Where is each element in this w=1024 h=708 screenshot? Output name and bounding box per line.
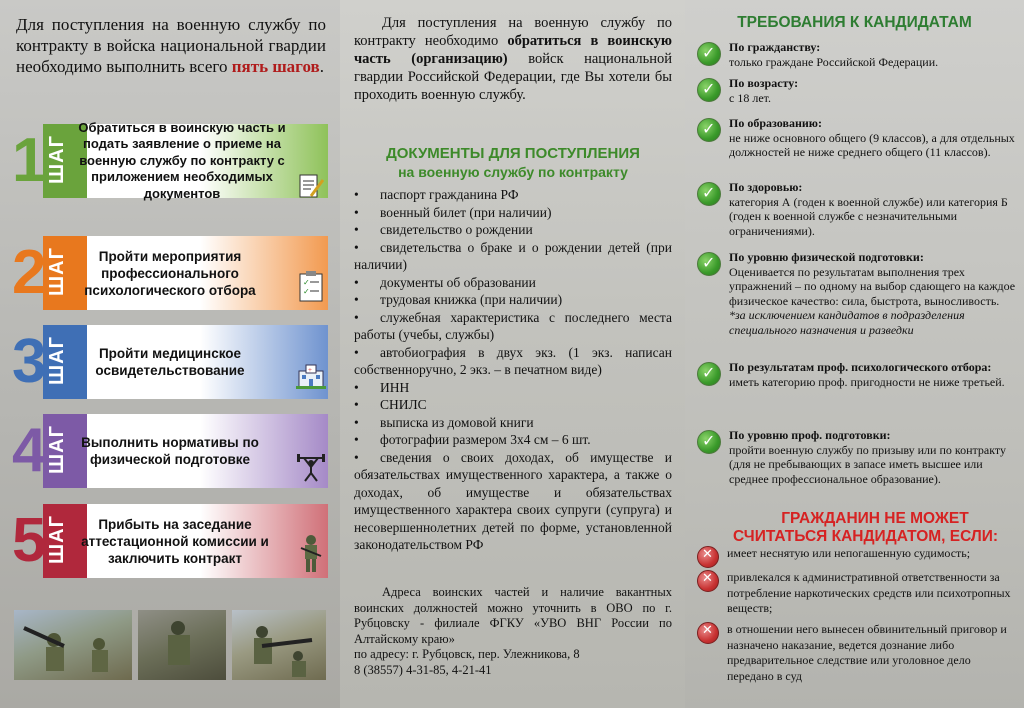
document-item: • документы об образовании [354,274,672,292]
step-5-text: Прибыть на заседание аттестационной комиссии и заключить контракт [81,516,269,566]
exclusions-heading: ГРАЖДАНИН НЕ МОЖЕТ СЧИТАТЬСЯ КАНДИДАТОМ, ЕСЛИ: [733,510,999,545]
exclusion-text: имеет неснятую или непогашенную судимость; [727,546,971,560]
requirements-column [685,0,1024,708]
documents-heading: ДОКУМЕНТЫ ДЛЯ ПОСТУПЛЕНИЯ на военную службу по контракту [386,145,640,180]
cross-icon [697,546,719,568]
step-4 [10,414,330,488]
exclusion-text: привлекался к административной ответственности за потребление наркотических средств или психотропных веществ; [727,570,1011,615]
checkmark-icon [697,42,721,66]
checkmark-icon [697,430,721,454]
step-2-number: 2 [12,238,47,307]
document-item: • выписка из домовой книги [354,414,672,432]
document-item: • ИНН [354,379,672,397]
requirement-title: По результатам проф. психологического отбора: [729,360,992,374]
step-3-label: ШАГ [45,336,68,385]
step-2-text: Пройти мероприятия профессионального психологического отбора [84,248,256,298]
col2-intro-bold: обратиться в воинскую часть (организацию) [354,33,672,67]
soldier-icon [296,534,326,570]
step-5-number: 5 [12,506,47,575]
step-5-label: ШАГ [45,515,68,564]
document-item: • фотографии размером 3х4 см – 6 шт. [354,431,672,449]
requirements-heading: ТРЕБОВАНИЯ К КАНДИДАТАМ [737,14,972,31]
document-pen-icon [296,172,326,208]
checklist-icon [296,270,326,306]
requirement-note: *за исключением кандидатов в подразделения специального назначения и разведки [729,308,965,337]
requirement-title: По возрасту: [729,76,799,90]
checkmark-icon [697,78,721,102]
document-item: • трудовая книжка (при наличии) [354,291,672,309]
hospital-icon [296,363,326,399]
documents-column [340,0,685,708]
intro-text: Для поступления на военную службу по контракту в войска национальной гвардии необходимо выполнить всего пять шагов. [16,15,326,76]
photo-strip [14,610,326,680]
step-2-label: ШАГ [45,247,68,296]
document-item: • СНИЛС [354,396,672,414]
requirement-text: только граждане Российской Федерации. [729,54,939,69]
requirement-text: пройти военную службу по призыву или по контракту (для не пребывающих в запасе иметь высшее или среднее профессиональное образование). [729,442,1007,486]
checkmark-icon [697,252,721,276]
checkmark-icon [697,118,721,142]
requirement-text: иметь категорию проф. пригодности не ниже третьей. [729,374,1005,389]
requirement-title: По образованию: [729,116,822,130]
requirement-title: По уровню проф. подготовки: [729,428,891,442]
col2-intro: Для поступления на военную службу по контракту необходимо обратиться в воинскую часть (организацию) войск национальной гвардии Российской Федерации, где Вы хотели бы проходить военную службу. [354,15,672,103]
soldiers-photo-1 [14,610,132,680]
step-1-number: 1 [12,126,47,195]
step-4-label: ШАГ [45,425,68,474]
document-item: • паспорт гражданина РФ [354,186,672,204]
document-item: • автобиография в двух экз. (1 экз. написан собственноручно, 2 экз. – в печатном виде) [354,344,672,379]
step-3 [10,325,330,399]
document-item: • военный билет (при наличии) [354,204,672,222]
requirement-text: не ниже основного общего (9 классов), а для отдельных должностей не ниже среднего общего (11 классов). [729,130,1015,159]
cross-icon [697,570,719,592]
document-item: • служебная характеристика с последнего места работы (учебы, службы) [354,309,672,344]
svg-text:✓: ✓ [303,278,310,287]
step-4-text: Выполнить нормативы по физической подготовке [81,435,259,467]
step-5 [10,504,330,578]
requirement-text: категория А (годен к военной службе) или категория Б (годен к военной службе с незначительными ограничениями). [729,194,1008,238]
weightlifter-icon [296,452,326,488]
requirement-title: По здоровью: [729,180,803,194]
checkmark-icon [697,182,721,206]
soldiers-photo-3 [232,610,326,680]
svg-text:✓: ✓ [303,287,310,296]
exclusion-text: в отношении него вынесен обвинительный приговор и назначено наказание, ведется дознание либо предварительное следствие или уголовное дело передано в суд [727,622,1007,683]
steps-column [0,0,340,708]
checkmark-icon [697,362,721,386]
documents-list [354,186,672,554]
requirement-text: Оценивается по результатам выполнения трех упражнений – по одному на выбор сдающего на каждое физическое качество: сила, быстрота, выносливость. [729,264,1016,308]
document-item: • сведения о своих доходах, об имуществе и обязательствах имущественного характера, а также о доходах, об имуществе и обязательствах имущественного характера своих супруги (супруга) и несовершеннолетних детей по форме, установленной законодательством РФ [354,449,672,554]
requirement-title: По уровню физической подготовки: [729,250,924,264]
step-3-number: 3 [12,327,47,396]
soldiers-photo-2 [138,610,226,680]
intro-highlight: пять шагов [231,57,320,76]
step-1 [10,119,330,201]
step-1-label: ШАГ [45,135,68,184]
cross-icon [697,622,719,644]
step-4-number: 4 [12,416,47,485]
step-1-text: Обратиться в воинскую часть и подать заявление о приеме на военную службу по контракту с приложением необходимых документов [78,119,286,201]
requirement-title: По гражданству: [729,40,821,54]
address-block: Адреса воинских частей и наличие вакантных воинских должностей можно уточнить в ОВО по г. Рубцовску - филиале ФГКУ «УВО ВНГ России по Алтайскому краю» по адресу: г. Рубцовск, пер. Улежникова, 8 8 (38557) 4-31-85, 4-21-41 [354,585,672,677]
document-item: • свидетельство о рождении [354,221,672,239]
document-item: • свидетельства о браке и о рождении детей (при наличии) [354,239,672,274]
svg-text:+: + [308,366,312,374]
step-2 [10,236,330,310]
requirement-text: с 18 лет. [729,90,771,105]
step-3-text: Пройти медицинское освидетельствование [95,346,245,378]
